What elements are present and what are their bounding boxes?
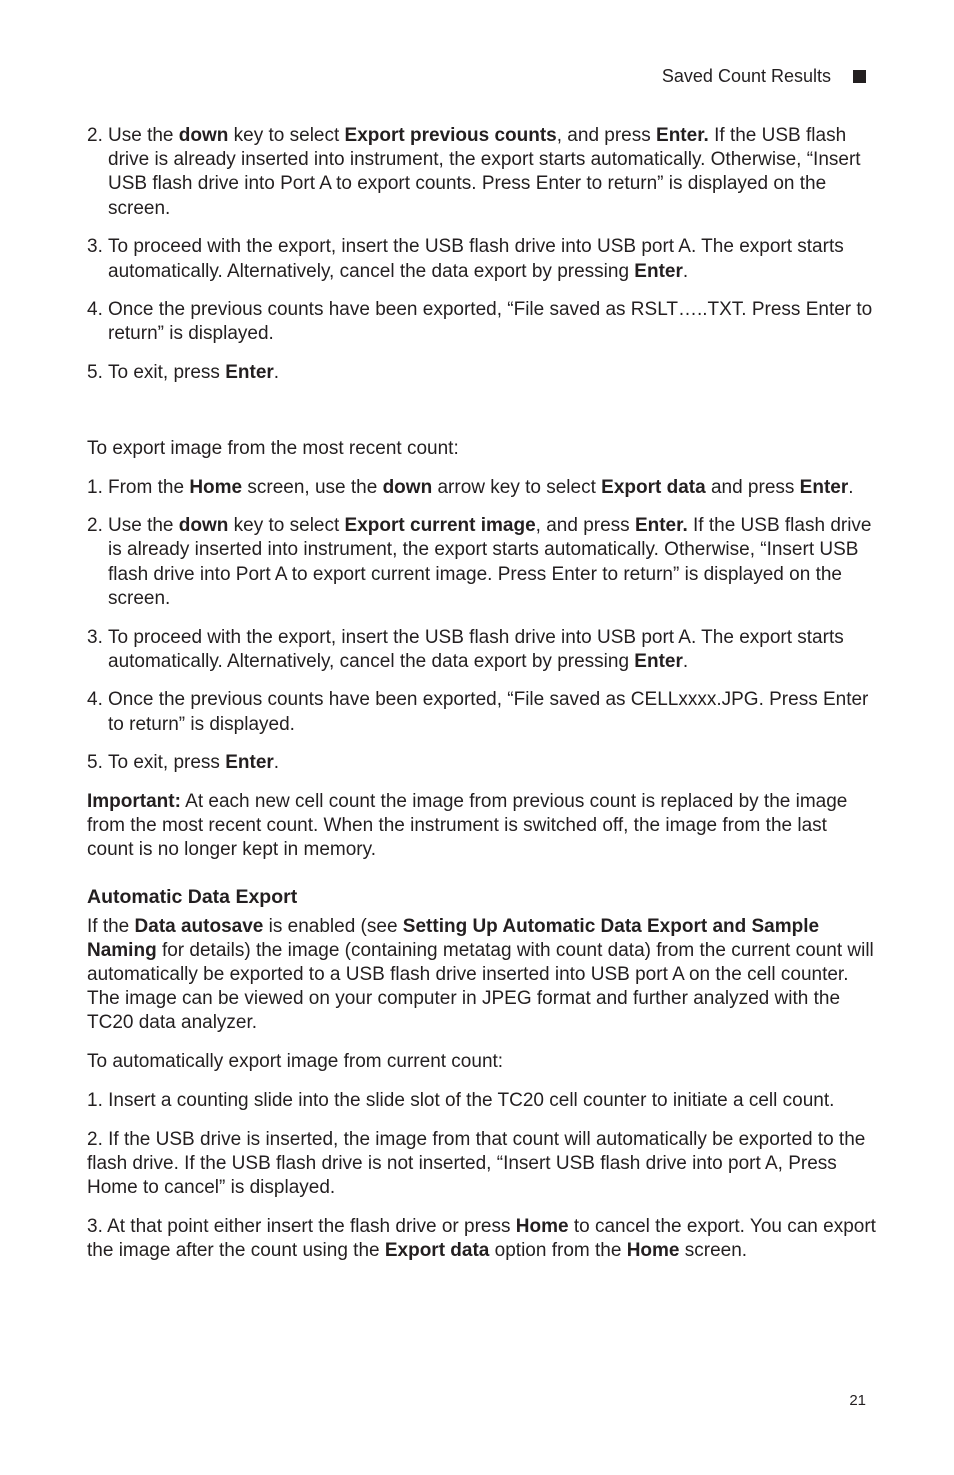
text-run: 2. If the USB drive is inserted, the image from that count will automatically be exported to the flash drive. If the USB flash drive is not inserted, “Insert USB flash drive into port A, Press Home to cancel” is displayed.: [87, 1128, 866, 1198]
bold-term: Export data: [601, 476, 706, 498]
text-run: .: [848, 476, 854, 498]
text-run: .: [682, 260, 689, 282]
text-run: option from the: [489, 1239, 627, 1261]
text-run: To proceed with the export, insert the USB flash drive into USB port A. The export starts automatically. Alternatively, cancel the data export by pressing: [108, 626, 844, 672]
text-run: , and press: [535, 515, 635, 537]
export-image-steps: [87, 476, 877, 776]
page-number: 21: [849, 1392, 866, 1409]
list-number: 4.: [87, 299, 103, 321]
list-number: 3.: [87, 626, 103, 648]
text-run: key to select: [228, 125, 345, 146]
automatic-export-intro: To automatically export image from current count:: [87, 1051, 504, 1073]
text-run: to cancel the export. You can export the image after the count using the: [87, 1215, 876, 1261]
text-run: Use the: [108, 125, 179, 146]
text-run: To exit, press: [108, 752, 226, 774]
page-content: [87, 124, 877, 1278]
bold-term: Setting Up Automatic Data Export and Sample Naming: [87, 915, 820, 961]
bold-term: Export previous counts: [344, 125, 557, 146]
text-run: If the USB flash drive is already inserted into instrument, the export starts automatically. Otherwise, “Insert USB flash drive into Port A to export current image. Press Enter to return” is displayed on the screen.: [108, 515, 872, 609]
list-number: 2.: [87, 125, 103, 146]
text-run: screen.: [679, 1239, 748, 1261]
text-run: 1. Insert a counting slide into the slide slot of the TC20 cell counter to initiate a cell count.: [87, 1089, 835, 1111]
text-run: is enabled (see: [263, 915, 403, 937]
auto-step-3: [87, 1215, 877, 1263]
text-run: and press: [705, 476, 800, 498]
list-number: 3.: [87, 236, 103, 258]
section-title: Saved Count Results: [661, 66, 831, 86]
bold-term: Export data: [384, 1239, 490, 1261]
text-run: 3. At that point either insert the flash drive or press: [87, 1215, 516, 1237]
auto-step-1: [87, 1089, 877, 1113]
text-run: .: [273, 362, 280, 384]
automatic-export-paragraph: [87, 915, 877, 1036]
bold-term: Enter: [799, 476, 849, 498]
running-header: [662, 66, 866, 87]
list-number: 1.: [87, 476, 103, 498]
list-item: [87, 124, 877, 221]
header-square-marker: [853, 70, 866, 83]
text-run: arrow key to select: [432, 476, 602, 498]
text-run: If the USB flash drive is already inserted into instrument, the export starts automatically. Otherwise, “Insert USB flash drive into Port A to export counts. Press Enter to return” is displayed on the screen.: [108, 125, 861, 219]
bold-term: Home: [515, 1215, 569, 1237]
text-run: for details) the image (containing metatag with count data) from the current count will automatically be exported to a USB flash drive inserted into USB port A on the cell counter. The image can be viewed on your computer in JPEG format and further analyzed with the TC20 data analyzer.: [87, 939, 874, 1034]
bold-term: Enter.: [634, 515, 688, 537]
list-number: 5.: [87, 362, 103, 384]
bold-term: down: [178, 515, 229, 537]
text-run: .: [682, 650, 689, 672]
list-item: [87, 476, 877, 500]
text-run: To proceed with the export, insert the USB flash drive into USB port A. The export starts automatically. Alternatively, cancel the data export by pressing: [108, 236, 844, 282]
text-run: If the: [87, 915, 135, 937]
list-number: 2.: [87, 515, 103, 537]
list-item: [87, 298, 877, 346]
bold-term: Enter: [225, 362, 274, 384]
bold-term: Home: [626, 1239, 680, 1261]
list-item: [87, 235, 877, 283]
text-run: Use the: [108, 515, 179, 537]
text-run: key to select: [228, 515, 345, 537]
list-item: [87, 751, 877, 775]
text-run: From the: [108, 476, 190, 498]
bold-term: Data autosave: [134, 915, 264, 937]
auto-step-2: [87, 1128, 877, 1201]
list-number: 5.: [87, 752, 103, 774]
important-note: [87, 790, 877, 863]
bold-term: Enter.: [656, 125, 709, 146]
bold-term: down: [178, 125, 229, 146]
list-item: [87, 626, 877, 674]
text-run: At each new cell count the image from previous count is replaced by the image from the most recent count. When the instrument is switched off, the image from the last count is no longer kept in memory.: [87, 791, 848, 861]
list-item: [87, 361, 877, 385]
bold-term: Enter: [634, 260, 683, 282]
list-item: [87, 688, 877, 736]
list-item: [87, 514, 877, 611]
export-counts-steps: [87, 124, 877, 385]
text-run: Once the previous counts have been exported, “File saved as CELLxxxx.JPG. Press Enter to return” is displayed.: [108, 689, 869, 735]
text-run: , and press: [556, 125, 657, 146]
automatic-export-heading: Automatic Data Export: [87, 885, 298, 908]
text-run: screen, use the: [242, 476, 383, 498]
text-run: .: [273, 752, 280, 774]
bold-term: down: [382, 476, 433, 498]
bold-term: Export current image: [344, 515, 536, 537]
bold-term: Important:: [87, 791, 181, 813]
bold-term: Enter: [634, 650, 683, 672]
section-gap: [87, 400, 877, 437]
export-image-intro: To export image from the most recent count:: [87, 437, 459, 459]
text-run: To exit, press: [108, 362, 226, 384]
list-number: 4.: [87, 689, 103, 711]
text-run: Once the previous counts have been exported, “File saved as RSLT…..TXT. Press Enter to return” is displayed.: [108, 299, 873, 345]
bold-term: Enter: [225, 752, 274, 774]
bold-term: Home: [189, 476, 243, 498]
